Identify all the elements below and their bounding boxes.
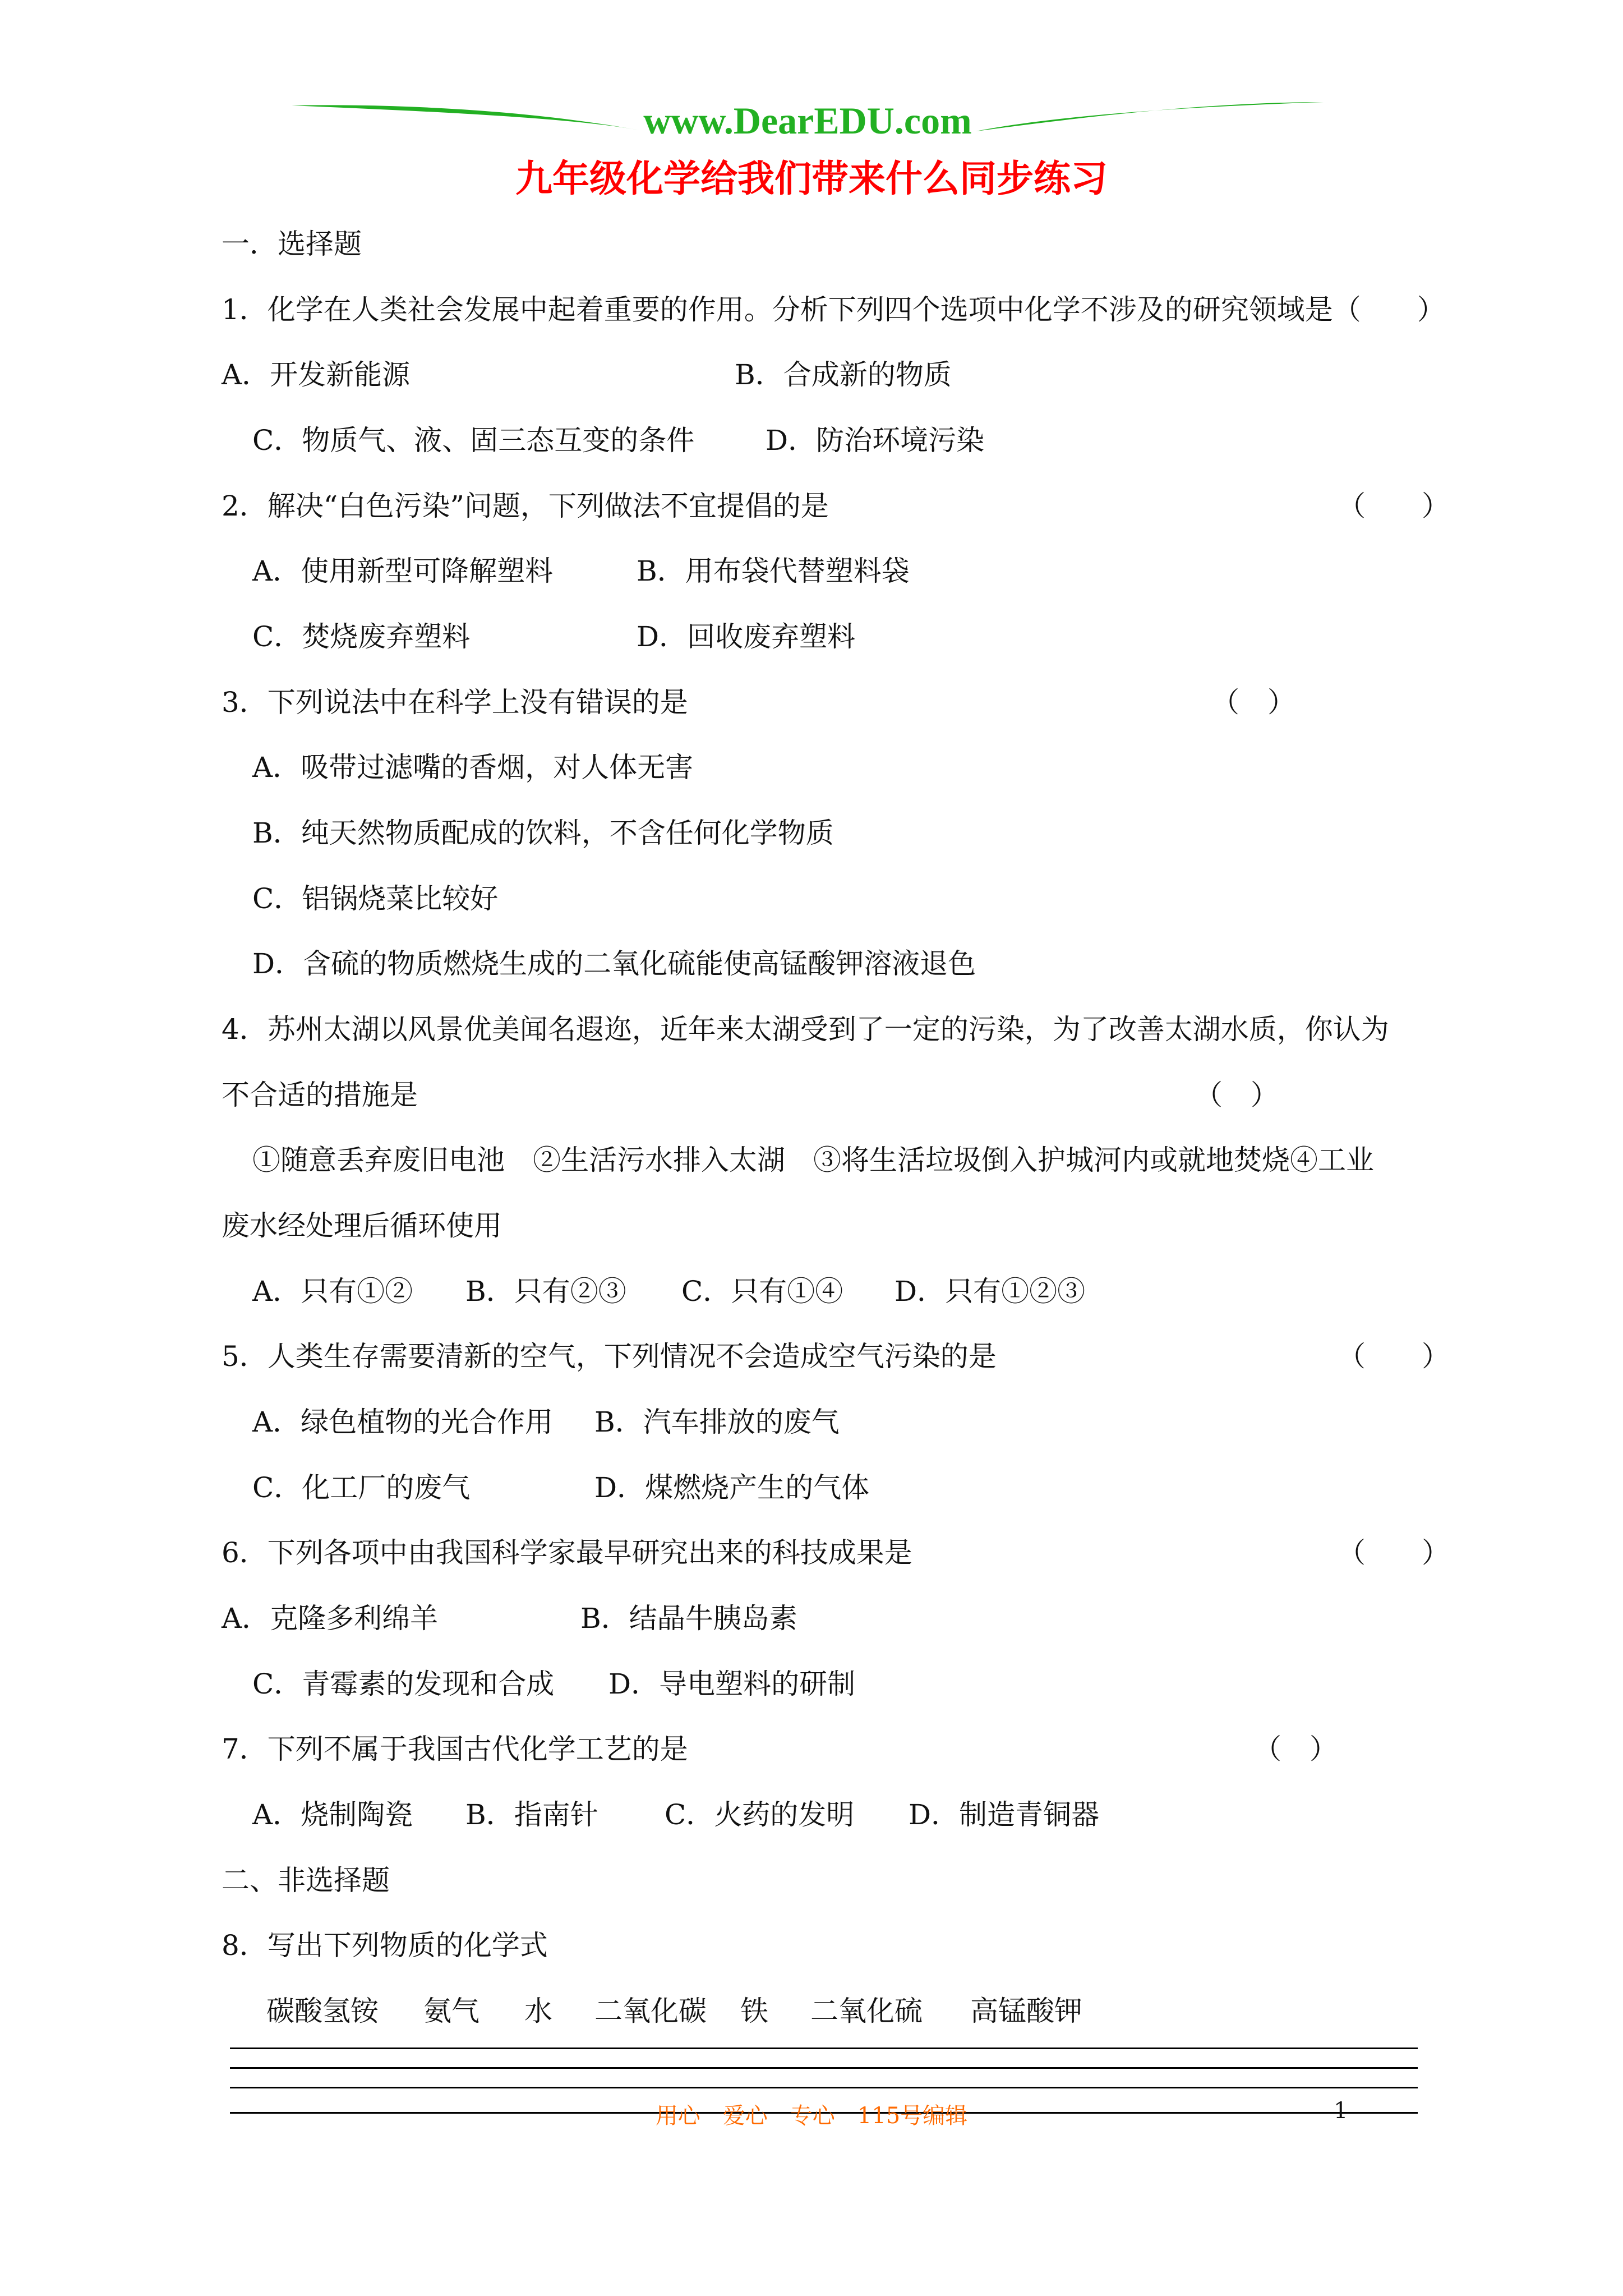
- q7-stem: 7．下列不属于我国古代化学工艺的是: [222, 1733, 688, 1765]
- q6-stem: 6．下列各项中由我国科学家最早研究出来的科技成果是: [222, 1536, 912, 1569]
- q5-answer-paren: （ ）: [1338, 1340, 1450, 1373]
- q5-option-d: D．煤燃烧产生的气体: [594, 1471, 870, 1504]
- q4-stem-line2: 不合适的措施是: [222, 1079, 418, 1111]
- q1-option-b: B．合成新的物质: [735, 358, 952, 391]
- q7-answer-paren: （ ）: [1253, 1733, 1338, 1765]
- q6-option-d: D．导电塑料的研制: [608, 1668, 856, 1700]
- q8-substance: 水: [524, 1995, 552, 2027]
- q4-items-line1: ①随意丢弃废旧电池 ②生活污水排入太湖 ③将生活垃圾倒入护城河内或就地焚烧④工业: [252, 1144, 1374, 1176]
- q2-answer-paren: （ ）: [1338, 490, 1450, 522]
- q6-answer-paren: （ ）: [1338, 1536, 1450, 1569]
- q6-option-b: B．结晶牛胰岛素: [580, 1602, 797, 1635]
- answer-line: [230, 2067, 1418, 2069]
- q5-option-b: B．汽车排放的废气: [594, 1406, 840, 1438]
- page-number: 1: [1334, 2098, 1348, 2124]
- q1-stem: 1．化学在人类社会发展中起着重要的作用。分析下列四个选项中化学不涉及的研究领域是（ ）: [222, 293, 1445, 326]
- q3-answer-paren: （ ）: [1211, 686, 1295, 719]
- q2-option-d: D．回收废弃塑料: [637, 620, 856, 653]
- q5-option-c: C．化工厂的废气: [252, 1471, 471, 1504]
- q4-option-a: A．只有①②: [252, 1275, 413, 1308]
- q8-substance: 氨气: [423, 1995, 479, 2027]
- q1-option-d: D．防治环境污染: [766, 424, 985, 457]
- q6-option-a: A．克隆多利绵羊: [222, 1602, 439, 1635]
- q7-option-b: B．指南针: [465, 1798, 598, 1831]
- section-heading-non-choice: 二、非选择题: [222, 1864, 390, 1897]
- q3-option-d: D．含硫的物质燃烧生成的二氧化硫能使高锰酸钾溶液退色: [252, 947, 976, 980]
- q8-substance: 碳酸氢铵: [266, 1995, 379, 2027]
- answer-line: [230, 2047, 1418, 2049]
- q8-substance: 二氧化碳: [594, 1995, 707, 2027]
- q4-items-line2: 废水经处理后循环使用: [222, 1209, 502, 1242]
- q7-option-d: D．制造青铜器: [909, 1798, 1100, 1831]
- q1-option-a: A．开发新能源: [222, 358, 411, 391]
- answer-line: [230, 2087, 1418, 2088]
- q3-option-a: A．吸带过滤嘴的香烟，对人体无害: [252, 751, 694, 784]
- footer-text: 用心 爱心 专心 115号编辑: [655, 2103, 968, 2129]
- section-heading-choice: 一．选择题: [222, 228, 362, 260]
- q8-stem: 8．写出下列物质的化学式: [222, 1929, 548, 1962]
- q3-option-b: B．纯天然物质配成的饮料，不含任何化学物质: [252, 817, 834, 849]
- q7-option-c: C．火药的发明: [665, 1798, 855, 1831]
- q4-option-b: B．只有②③: [465, 1275, 626, 1308]
- q2-stem: 2．解决“白色污染”问题，下列做法不宜提倡的是: [222, 490, 829, 522]
- q2-option-c: C．焚烧废弃塑料: [252, 620, 471, 653]
- q5-stem: 5．人类生存需要清新的空气，下列情况不会造成空气污染的是: [222, 1340, 997, 1373]
- q2-option-a: A．使用新型可降解塑料: [252, 555, 554, 587]
- q4-answer-paren: （ ）: [1195, 1079, 1279, 1111]
- banner-swoosh-right: [976, 102, 1324, 131]
- q8-substance: 二氧化硫: [810, 1995, 923, 2027]
- q4-option-c: C．只有①④: [681, 1275, 843, 1308]
- q1-option-c: C．物质气、液、固三态互变的条件: [252, 424, 695, 457]
- q8-substance: 铁: [740, 1995, 768, 2027]
- q6-option-c: C．青霉素的发现和合成: [252, 1668, 555, 1700]
- q4-option-d: D．只有①②③: [895, 1275, 1086, 1308]
- q3-option-c: C．铝锅烧菜比较好: [252, 882, 499, 915]
- page-title: 九年级化学给我们带来什么同步练习: [515, 157, 1108, 200]
- site-name: www.DearEDU.com: [643, 99, 972, 142]
- q5-option-a: A．绿色植物的光合作用: [252, 1406, 554, 1438]
- q3-stem: 3．下列说法中在科学上没有错误的是: [222, 686, 688, 719]
- banner-swoosh-left: [292, 105, 639, 130]
- q8-substance: 高锰酸钾: [970, 1995, 1082, 2027]
- q4-stem-line1: 4．苏州太湖以风景优美闻名遐迩，近年来太湖受到了一定的污染，为了改善太湖水质，你认为: [222, 1013, 1389, 1046]
- q7-option-a: A．烧制陶瓷: [252, 1798, 413, 1831]
- q2-option-b: B．用布袋代替塑料袋: [637, 555, 910, 587]
